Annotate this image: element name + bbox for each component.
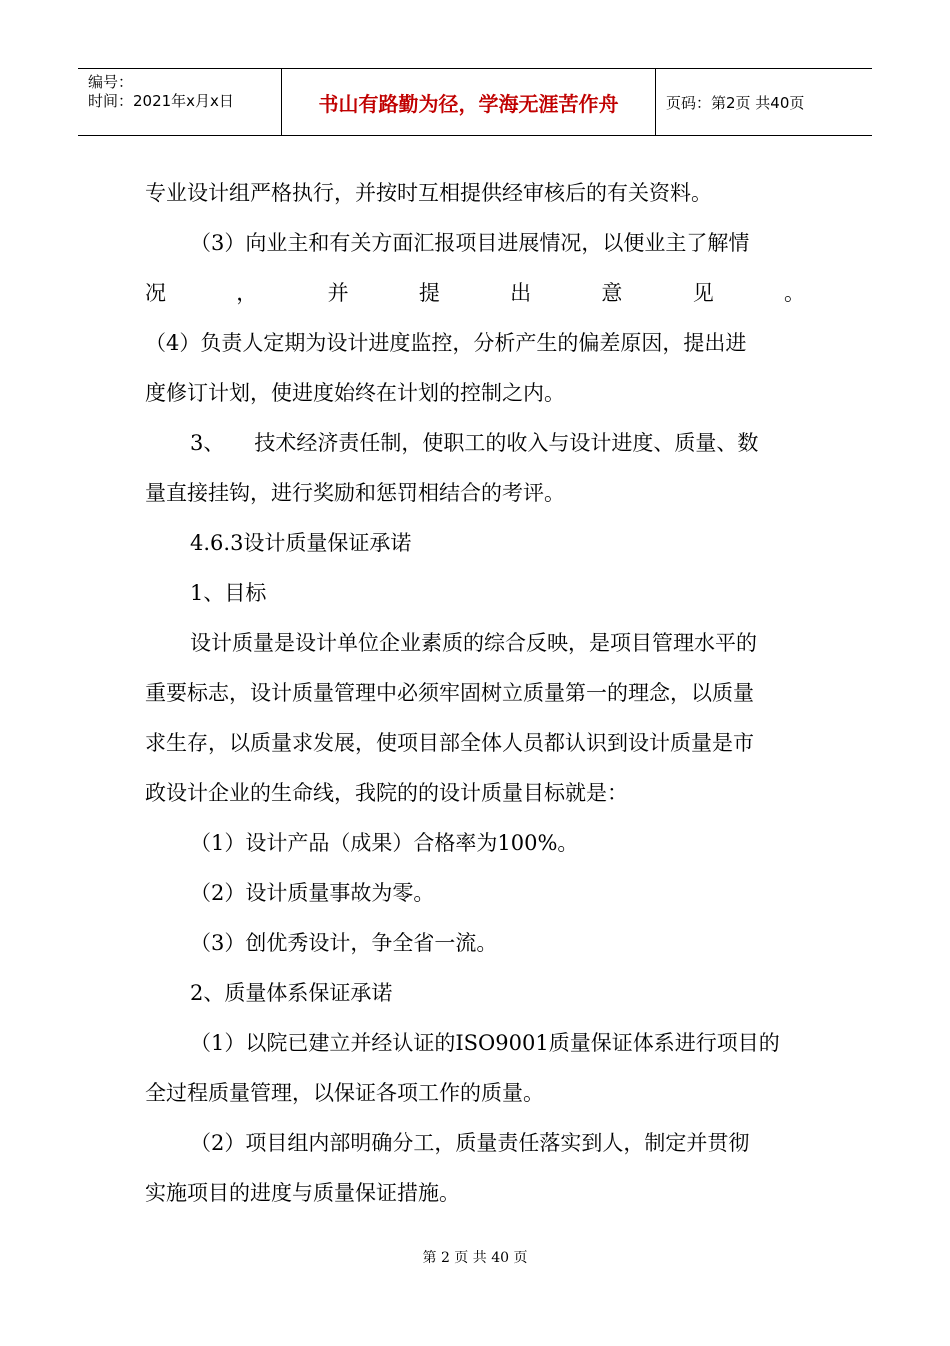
justified-char: 见 xyxy=(692,281,714,305)
paragraph-line: 政设计企业的生命线，我院的的设计质量目标就是： xyxy=(145,781,628,805)
justified-char: 况 xyxy=(145,281,166,305)
paragraph-line: 实施项目的进度与质量保证措施。 xyxy=(145,1181,460,1205)
page-header xyxy=(78,68,872,136)
justified-line xyxy=(145,268,805,318)
subsection-heading: 2、质量体系保证承诺 xyxy=(190,981,393,1005)
paragraph-line: （3）向业主和有关方面汇报项目进展情况，以便业主了解情 xyxy=(190,231,750,255)
paragraph-line: 度修订计划，使进度始终在计划的控制之内。 xyxy=(145,381,565,405)
paragraph-line: （3）创优秀设计，争全省一流。 xyxy=(190,931,498,955)
paragraph-line: （1）以院已建立并经认证的ISO9001质量保证体系进行项目的 xyxy=(190,1031,780,1055)
header-page-info: 页码：第2页 共40页 xyxy=(666,94,805,112)
justified-char: 意 xyxy=(601,281,623,305)
header-page-cell xyxy=(656,69,872,135)
paragraph-line: 重要标志，设计质量管理中必须牢固树立质量第一的理念，以质量 xyxy=(145,681,754,705)
header-motto-cell xyxy=(282,69,656,135)
document-number-label: 编号： xyxy=(88,73,134,91)
paragraph-line: 量直接挂钩，进行奖励和惩罚相结合的考评。 xyxy=(145,481,565,505)
header-motto: 书山有路勤为径，学海无涯苦作舟 xyxy=(318,92,619,116)
header-info-cell xyxy=(78,69,282,135)
paragraph-line: 专业设计组严格执行，并按时互相提供经审核后的有关资料。 xyxy=(145,181,712,205)
page-footer: 第 2 页 共 40 页 xyxy=(422,1250,528,1266)
paragraph-line: （2）设计质量事故为零。 xyxy=(190,881,435,905)
list-number: 3、 xyxy=(190,431,225,455)
paragraph-line: （1）设计产品（成果）合格率为100%。 xyxy=(190,831,579,855)
paragraph-line: 求生存，以质量求发展，使项目部全体人员都认识到设计质量是市 xyxy=(145,731,754,755)
justified-char: 提 xyxy=(418,281,440,305)
section-heading: 4.6.3设计质量保证承诺 xyxy=(190,531,412,555)
paragraph-line: 全过程质量管理，以保证各项工作的质量。 xyxy=(145,1081,544,1105)
paragraph-line: 设计质量是设计单位企业素质的综合反映，是项目管理水平的 xyxy=(190,631,757,655)
list-text: 技术经济责任制，使职工的收入与设计进度、质量、数 xyxy=(254,431,759,455)
paragraph-line: （2）项目组内部明确分工，质量责任落实到人，制定并贯彻 xyxy=(190,1131,750,1155)
document-time-label: 时间：2021年x月x日 xyxy=(88,92,234,110)
justified-char: 并 xyxy=(327,281,349,305)
subsection-heading: 1、目标 xyxy=(190,581,267,605)
justified-char: 出 xyxy=(510,281,532,305)
paragraph-line: （4）负责人定期为设计进度监控，分析产生的偏差原因，提出进 xyxy=(145,331,747,355)
justified-char: 。 xyxy=(783,281,805,305)
document-body xyxy=(145,168,805,1218)
paragraph-line xyxy=(145,418,805,468)
justified-char: ， xyxy=(236,281,258,305)
